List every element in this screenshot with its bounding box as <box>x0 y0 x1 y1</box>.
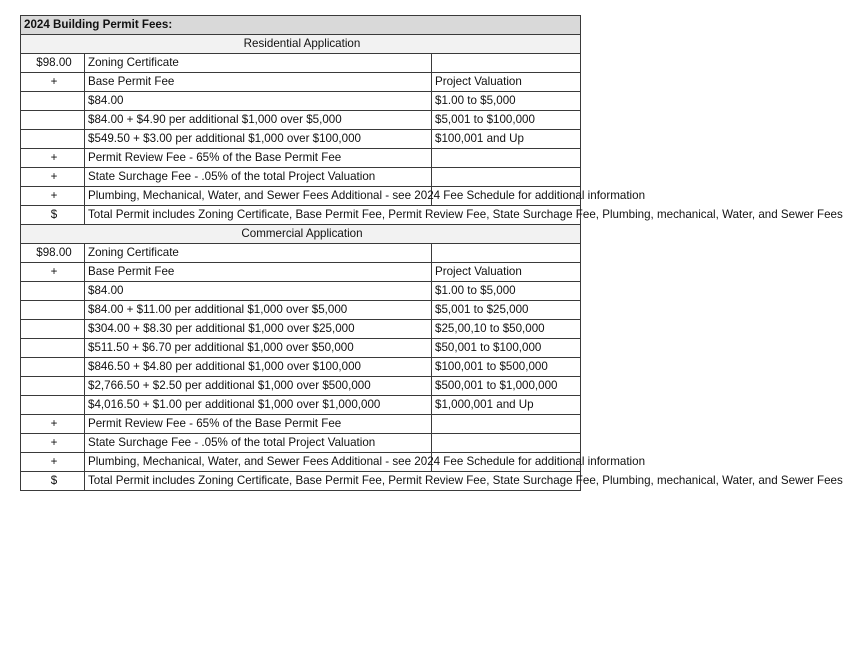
section-heading: Commercial Application <box>21 225 581 244</box>
tier-fee: $84.00 <box>85 92 432 111</box>
tier-fee: $2,766.50 + $2.50 per additional $1,000 over $500,000 <box>85 377 432 396</box>
empty-cell <box>432 244 581 263</box>
plumbing-label: Plumbing, Mechanical, Water, and Sewer Fees Additional - see 2024 Fee Schedule for additional information <box>85 453 432 472</box>
plumbing-row <box>21 453 581 472</box>
review-fee-row <box>21 415 581 434</box>
tier-row <box>21 396 581 415</box>
empty-cell <box>21 358 85 377</box>
plumbing-row <box>21 187 581 206</box>
tier-row <box>21 111 581 130</box>
empty-cell <box>432 434 581 453</box>
base-fee-row <box>21 73 581 92</box>
tier-range: $1.00 to $5,000 <box>432 282 581 301</box>
zoning-row <box>21 244 581 263</box>
tier-row <box>21 301 581 320</box>
tier-range: $25,00,10 to $50,000 <box>432 320 581 339</box>
tier-range: $1.00 to $5,000 <box>432 92 581 111</box>
empty-cell <box>21 377 85 396</box>
empty-cell <box>21 282 85 301</box>
tier-range: $5,001 to $100,000 <box>432 111 581 130</box>
surcharge-label: State Surchage Fee - .05% of the total Project Valuation <box>85 168 432 187</box>
total-label: Total Permit includes Zoning Certificate, Base Permit Fee, Permit Review Fee, State Surchage Fee, Plumbing, mechanical, Water, and Sewer Fees <box>85 206 581 225</box>
zoning-amount: $98.00 <box>21 54 85 73</box>
total-row <box>21 206 581 225</box>
zoning-label: Zoning Certificate <box>85 54 432 73</box>
tier-fee: $304.00 + $8.30 per additional $1,000 over $25,000 <box>85 320 432 339</box>
title-row <box>21 16 581 35</box>
surcharge-label: State Surchage Fee - .05% of the total Project Valuation <box>85 434 432 453</box>
surcharge-row <box>21 168 581 187</box>
tier-row <box>21 130 581 149</box>
tier-fee: $84.00 <box>85 282 432 301</box>
plus-symbol: + <box>21 434 85 453</box>
base-fee-label: Base Permit Fee <box>85 263 432 282</box>
empty-cell <box>432 149 581 168</box>
tier-range: $1,000,001 and Up <box>432 396 581 415</box>
empty-cell <box>21 301 85 320</box>
review-fee-label: Permit Review Fee - 65% of the Base Permit Fee <box>85 415 432 434</box>
empty-cell <box>21 92 85 111</box>
section-heading: Residential Application <box>21 35 581 54</box>
empty-cell <box>432 168 581 187</box>
plus-symbol: + <box>21 453 85 472</box>
empty-cell <box>21 396 85 415</box>
zoning-amount: $98.00 <box>21 244 85 263</box>
valuation-header: Project Valuation <box>432 73 581 92</box>
plumbing-label: Plumbing, Mechanical, Water, and Sewer Fees Additional - see 2024 Fee Schedule for additional information <box>85 187 432 206</box>
tier-row <box>21 92 581 111</box>
plus-symbol: + <box>21 73 85 92</box>
fee-table-body <box>21 16 843 491</box>
tier-range: $100,001 and Up <box>432 130 581 149</box>
plus-symbol: + <box>21 415 85 434</box>
empty-cell <box>21 320 85 339</box>
plus-symbol: + <box>21 263 85 282</box>
zoning-label: Zoning Certificate <box>85 244 432 263</box>
empty-cell <box>21 339 85 358</box>
tier-fee: $549.50 + $3.00 per additional $1,000 over $100,000 <box>85 130 432 149</box>
tier-range: $500,001 to $1,000,000 <box>432 377 581 396</box>
dollar-symbol: $ <box>21 472 85 491</box>
total-label: Total Permit includes Zoning Certificate, Base Permit Fee, Permit Review Fee, State Surchage Fee, Plumbing, mechanical, Water, and Sewer Fees <box>85 472 581 491</box>
section-heading-row <box>21 225 581 244</box>
review-fee-label: Permit Review Fee - 65% of the Base Permit Fee <box>85 149 432 168</box>
tier-fee: $846.50 + $4.80 per additional $1,000 over $100,000 <box>85 358 432 377</box>
permit-fee-table <box>20 15 843 491</box>
tier-fee: $84.00 + $11.00 per additional $1,000 over $5,000 <box>85 301 432 320</box>
plus-symbol: + <box>21 187 85 206</box>
surcharge-row <box>21 434 581 453</box>
tier-fee: $84.00 + $4.90 per additional $1,000 over $5,000 <box>85 111 432 130</box>
tier-row <box>21 358 581 377</box>
valuation-header: Project Valuation <box>432 263 581 282</box>
total-row <box>21 472 581 491</box>
plus-symbol: + <box>21 149 85 168</box>
tier-range: $5,001 to $25,000 <box>432 301 581 320</box>
empty-cell <box>432 54 581 73</box>
empty-cell <box>21 111 85 130</box>
empty-cell <box>432 415 581 434</box>
section-heading-row <box>21 35 581 54</box>
tier-row <box>21 282 581 301</box>
zoning-row <box>21 54 581 73</box>
dollar-symbol: $ <box>21 206 85 225</box>
tier-range: $100,001 to $500,000 <box>432 358 581 377</box>
table-title: 2024 Building Permit Fees: <box>21 16 581 35</box>
base-fee-row <box>21 263 581 282</box>
base-fee-label: Base Permit Fee <box>85 73 432 92</box>
review-fee-row <box>21 149 581 168</box>
tier-fee: $511.50 + $6.70 per additional $1,000 over $50,000 <box>85 339 432 358</box>
tier-row <box>21 377 581 396</box>
plus-symbol: + <box>21 168 85 187</box>
empty-cell <box>21 130 85 149</box>
tier-fee: $4,016.50 + $1.00 per additional $1,000 over $1,000,000 <box>85 396 432 415</box>
tier-row <box>21 339 581 358</box>
tier-row <box>21 320 581 339</box>
tier-range: $50,001 to $100,000 <box>432 339 581 358</box>
